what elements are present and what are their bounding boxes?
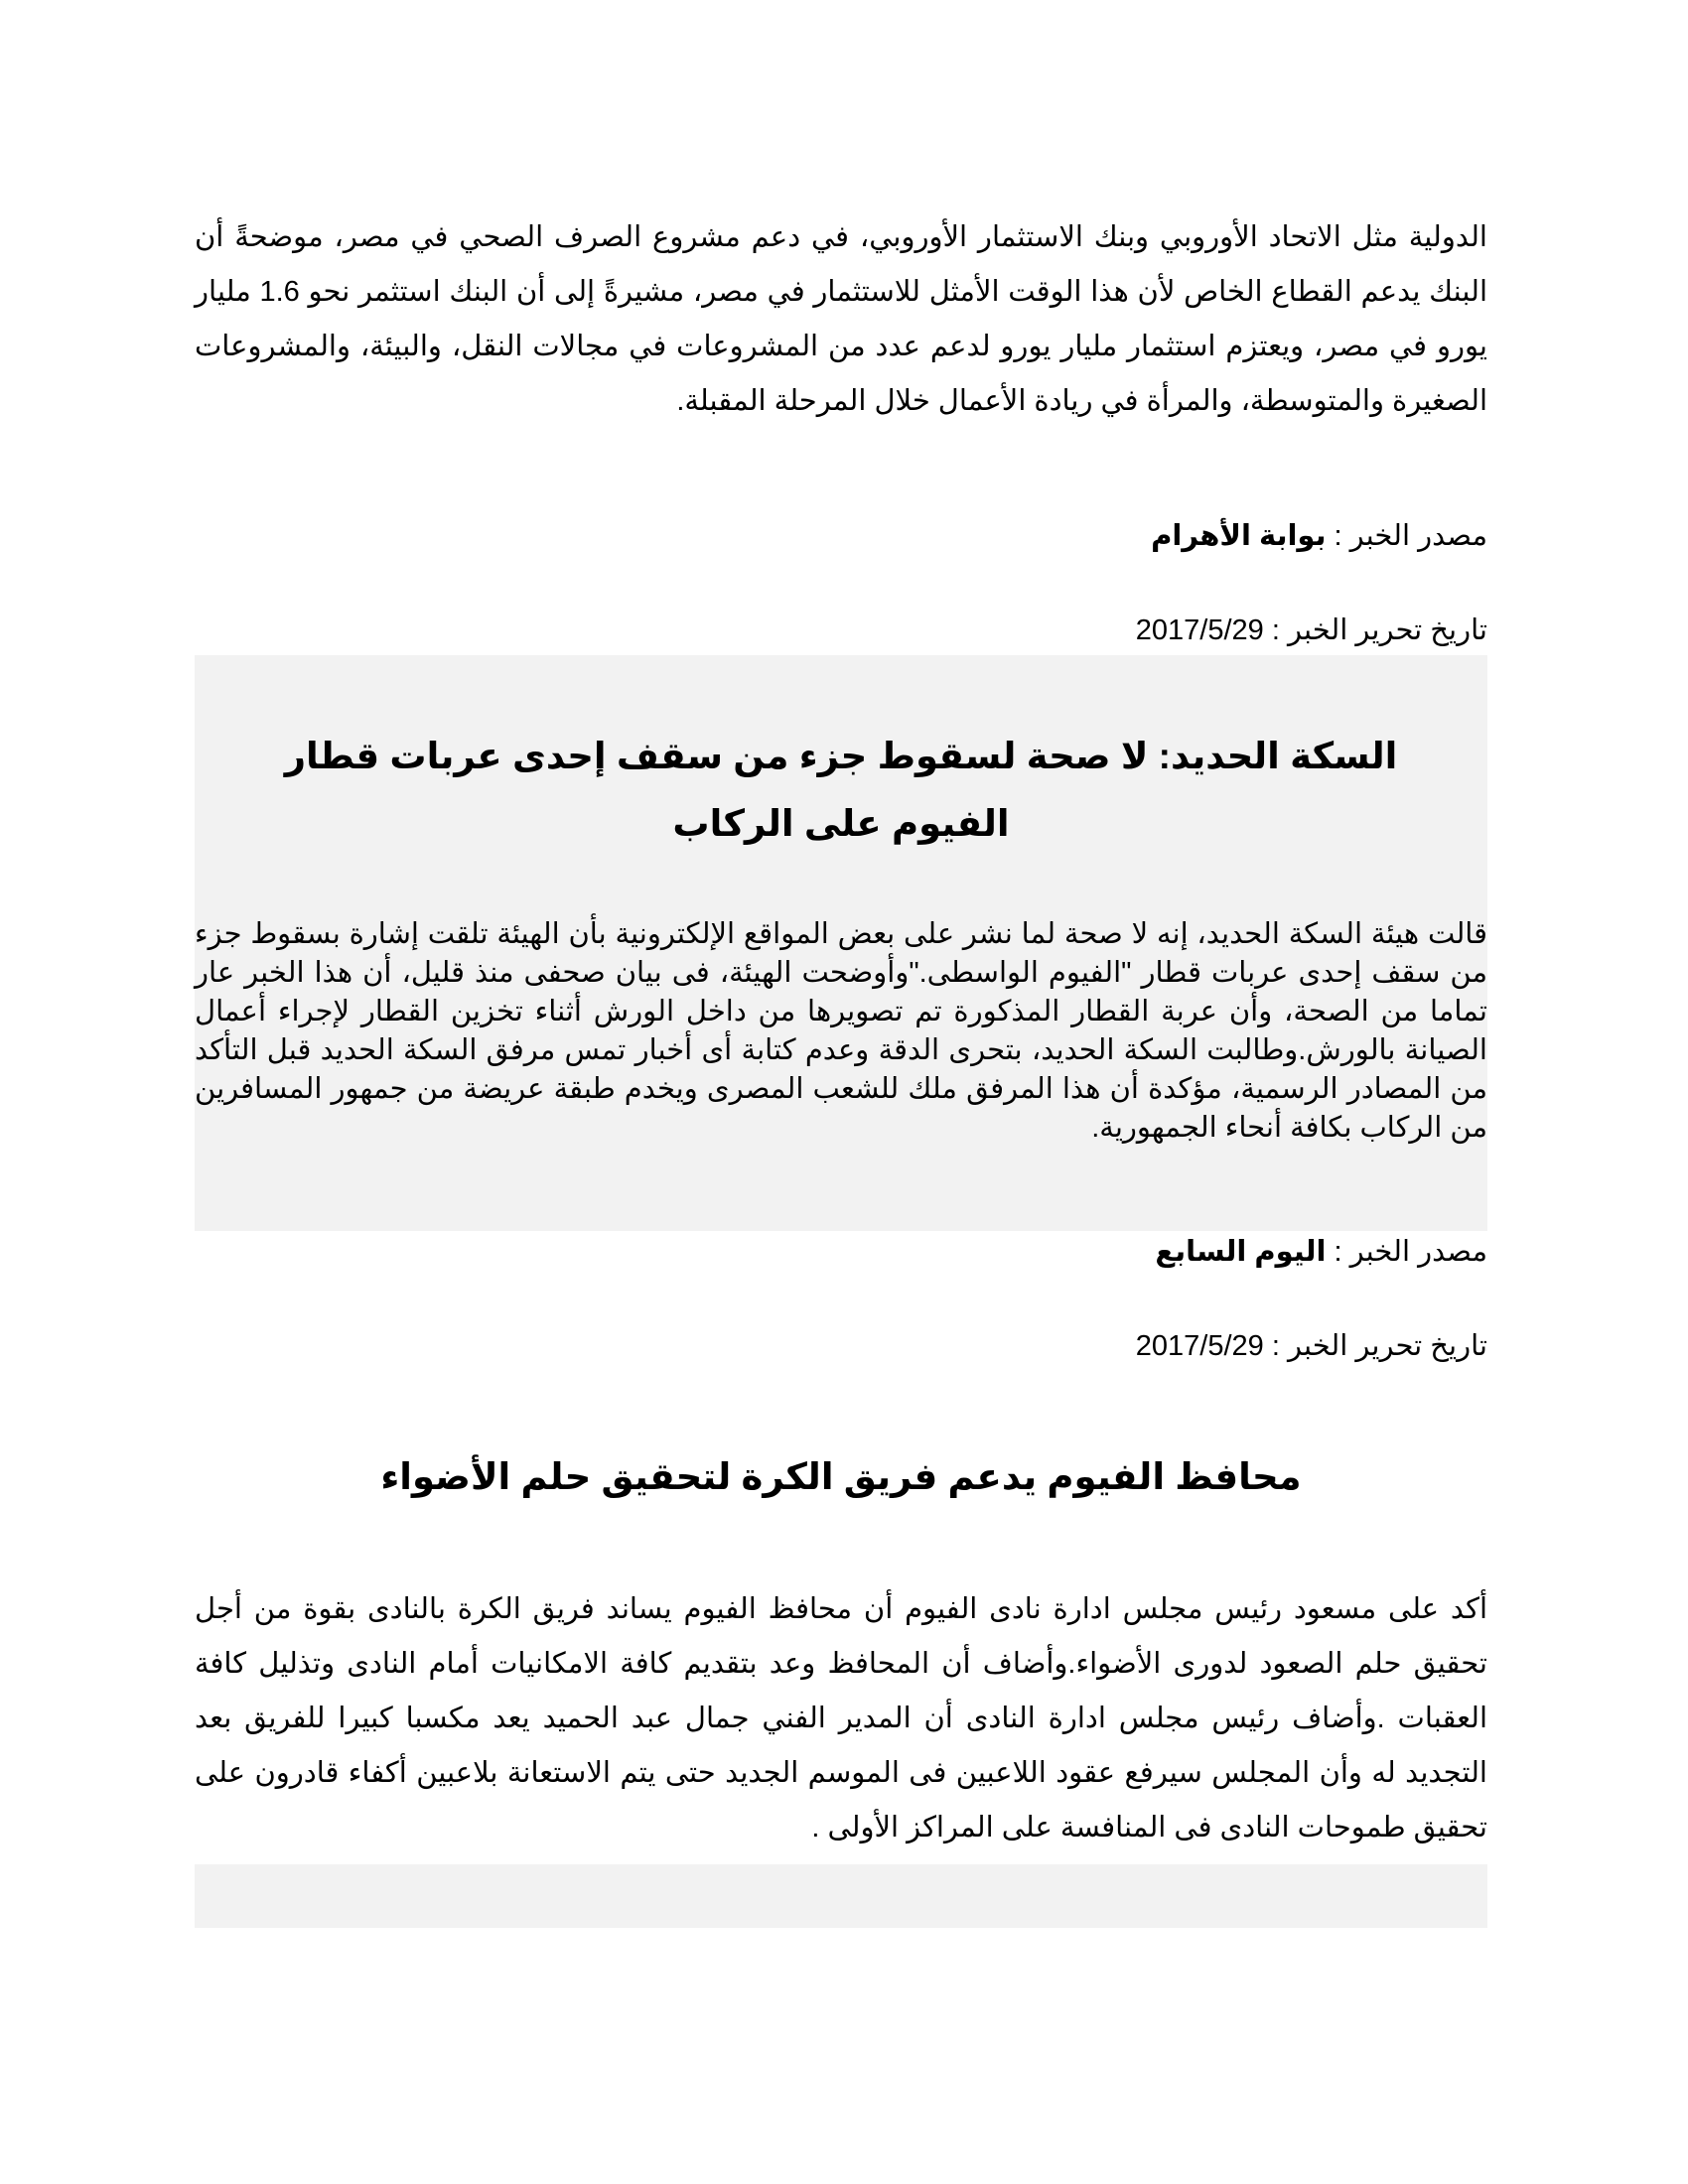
article-1 <box>195 210 1487 429</box>
date-label: تاريخ تحرير الخبر : <box>1263 1330 1487 1362</box>
next-article-highlight-box <box>195 1864 1487 1928</box>
source-name: بوابة الأهرام <box>1151 520 1327 552</box>
article-3-body: أكد على مسعود رئيس مجلس ادارة نادى الفيوم أن محافظ الفيوم يساند فريق الكرة بالنادى بقوة من أجل تحقيق حلم الصعود لدورى الأضواء.وأضاف أن المحافظ وعد بتقديم كافة الامكانيات أمام النادى وتذليل كافة العقبات .وأضاف رئيس مجلس ادارة النادى أن المدير الفني جمال عبد الحميد يعد مكسبا كبيرا للفريق بعد التجديد له وأن المجلس سيرفع عقود اللاعبين فى الموسم الجديد حتى يتم الاستعانة بلاعبين أكفاء قادرون على تحقيق طموحات النادى فى المنافسة على المراكز الأولى . <box>195 1593 1487 1843</box>
date-value: 2017/5/29 <box>1135 1330 1264 1362</box>
article-3 <box>195 1582 1487 1855</box>
source-name: اليوم السابع <box>1155 1236 1327 1268</box>
date-label: تاريخ تحرير الخبر : <box>1263 614 1487 646</box>
article-2-title: السكة الحديد: لا صحة لسقوط جزء من سقف إحدى عربات قطار الفيوم على الركاب <box>284 736 1398 844</box>
article-1-date <box>195 611 1487 650</box>
date-value: 2017/5/29 <box>1135 614 1264 646</box>
article-3-title-wrap <box>195 1443 1487 1511</box>
source-label: مصدر الخبر : <box>1326 520 1487 552</box>
source-label: مصدر الخبر : <box>1326 1236 1487 1268</box>
article-2-date <box>195 1326 1487 1366</box>
article-2-source <box>195 1232 1487 1272</box>
article-1-body: الدولية مثل الاتحاد الأوروبي وبنك الاستثمار الأوروبي، في دعم مشروع الصرف الصحي في مصر، موضحةً أن البنك يدعم القطاع الخاص لأن هذا الوقت الأمثل للاستثمار في مصر، مشيرةً إلى أن البنك استثمر نحو 1.6 مليار يورو في مصر، ويعتزم استثمار مليار يورو لدعم عدد من المشروعات في مجالات النقل، والبيئة، والمشروعات الصغيرة والمتوسطة، والمرأة في ريادة الأعمال خلال المرحلة المقبلة. <box>195 221 1487 417</box>
article-2 <box>195 915 1487 1148</box>
article-3-title: محافظ الفيوم يدعم فريق الكرة لتحقيق حلم الأضواء <box>380 1456 1302 1497</box>
article-1-source <box>195 516 1487 556</box>
article-2-title-wrap <box>195 723 1487 858</box>
article-2-body: قالت هيئة السكة الحديد، إنه لا صحة لما نشر على بعض المواقع الإلكترونية بأن الهيئة تلقت إشارة بسقوط جزء من سقف إحدى عربات قطار "الفيوم الواسطى."وأوضحت الهيئة، فى بيان صحفى منذ قليل، أن هذا الخبر عار تماما من الصحة، وأن عربة القطار المذكورة تم تصويرها من داخل الورش أثناء تخزين القطار لإجراء أعمال الصيانة بالورش.وطالبت السكة الحديد، بتحرى الدقة وعدم كتابة أى أخبار تمس مرفق السكة الحديد قبل التأكد من المصادر الرسمية، مؤكدة أن هذا المرفق ملك للشعب المصرى ويخدم طبقة عريضة من جمهور المسافرين من الركاب بكافة أنحاء الجمهورية. <box>195 918 1487 1144</box>
